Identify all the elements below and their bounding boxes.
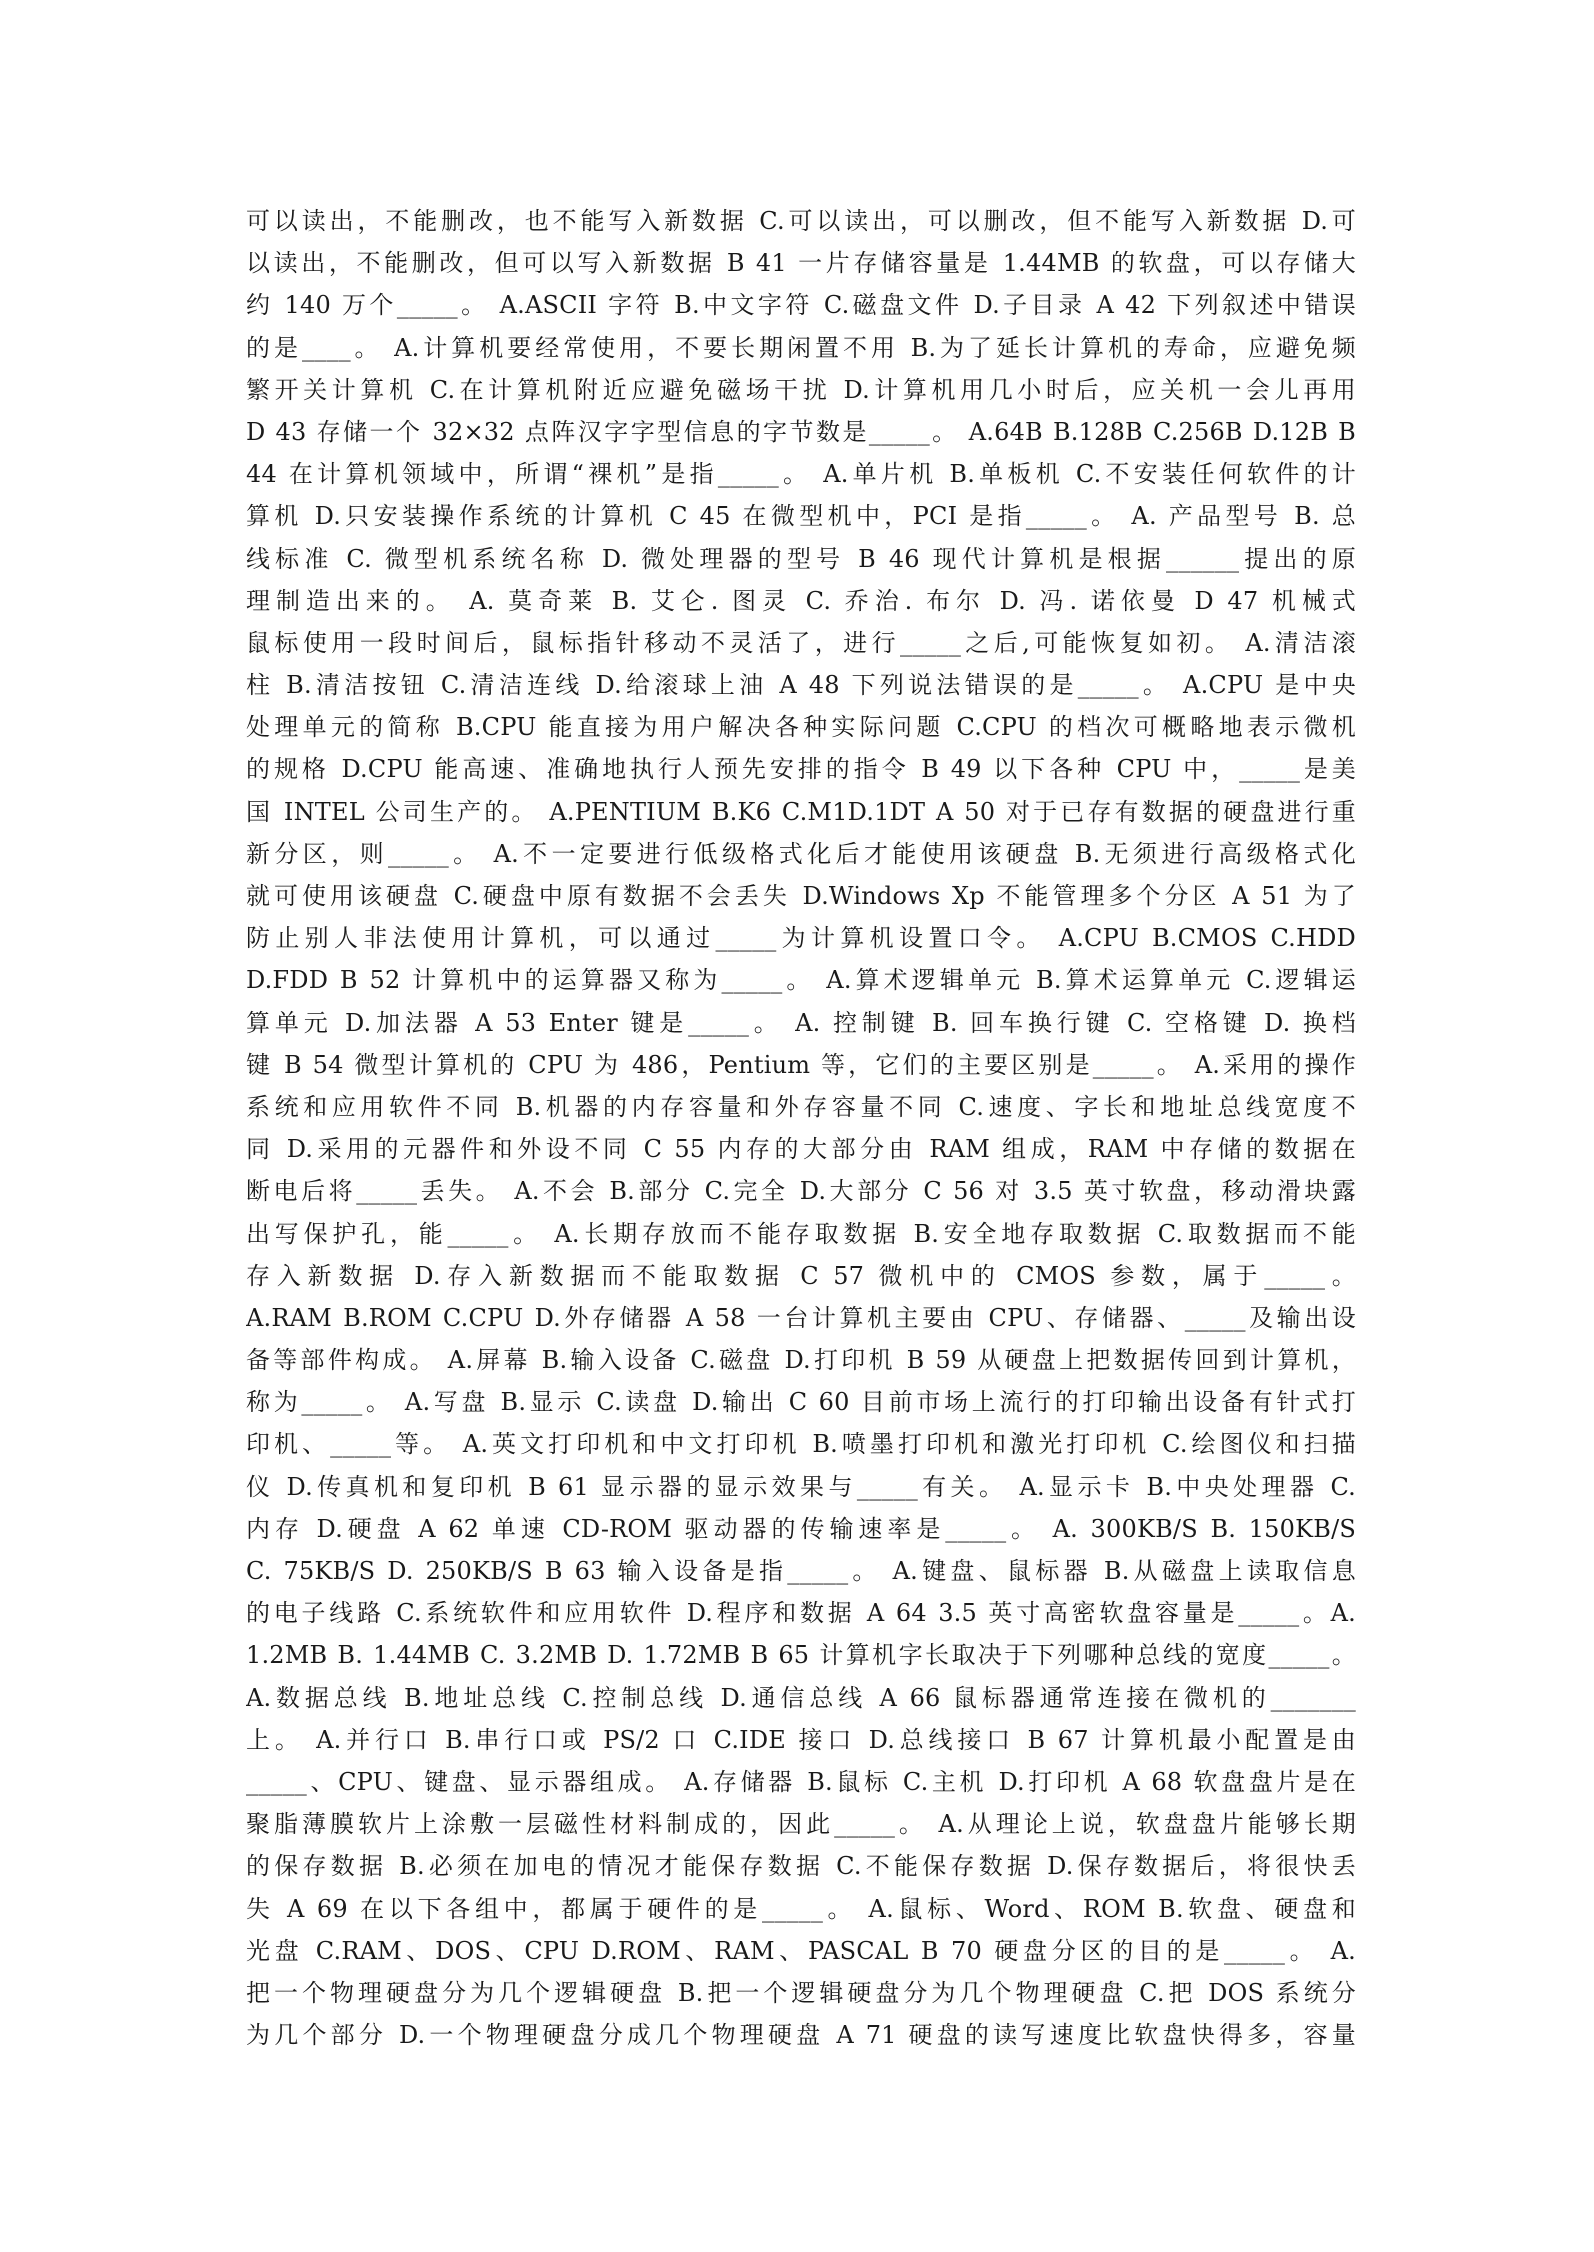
text-line: 国 INTEL 公司生产的。 A.PENTIUM B.K6 C.M1D.1DT A 50 对于已存有数据的硬盘进行重	[246, 797, 1356, 826]
text-line: A.数据总线 B.地址总线 C.控制总线 D.通信总线 A 66 鼠标器通常连接在微机的_______	[246, 1683, 1356, 1712]
text-line: 44 在计算机领域中，所谓“裸机”是指_____。 A.单片机 B.单板机 C.不安装任何软件的计	[246, 460, 1356, 489]
text-line: 的电子线路 C.系统软件和应用软件 D.程序和数据 A 64 3.5 英寸高密软盘容量是_____。A.	[246, 1599, 1356, 1628]
text-line: 键 B 54 微型计算机的 CPU 为 486，Pentium 等，它们的主要区别是_____。 A.采用的操作	[246, 1050, 1356, 1079]
text-line: 断电后将_____丢失。 A.不会 B.部分 C.完全 D.大部分 C 56 对 3.5 英寸软盘，移动滑块露	[246, 1177, 1356, 1206]
text-line: 理制造出来的。 A. 莫奇莱 B. 艾仑. 图灵 C. 乔治. 布尔 D. 冯. 诺依曼 D 47 机械式	[246, 586, 1356, 615]
text-line: 繁开关计算机 C.在计算机附近应避免磁场干扰 D.计算机用几小时后，应关机一会儿再用	[246, 375, 1356, 404]
text-line: 上。 A.并行口 B.串行口或 PS/2 口 C.IDE 接口 D.总线接口 B 67 计算机最小配置是由	[246, 1725, 1356, 1754]
text-line: 就可使用该硬盘 C.硬盘中原有数据不会丢失 D.Windows Xp 不能管理多个分区 A 51 为了	[246, 882, 1356, 910]
text-line: 鼠标使用一段时间后，鼠标指针移动不灵活了，进行_____之后,可能恢复如初。 A.清洁滚	[246, 628, 1356, 657]
text-line: C. 75KB/S D. 250KB/S B 63 输入设备是指_____。 A.键盘、鼠标器 B.从磁盘上读取信息	[246, 1557, 1356, 1585]
text-line: 存入新数据 D.存入新数据而不能取数据 C 57 微机中的 CMOS 参数，属于_____。	[246, 1261, 1356, 1290]
text-line: 处理单元的简称 B.CPU 能直接为用户解决各种实际问题 C.CPU 的档次可概略地表示微机	[246, 713, 1356, 742]
text-line: 备等部件构成。 A.屏幕 B.输入设备 C.磁盘 D.打印机 B 59 从硬盘上把数据传回到计算机，	[246, 1346, 1356, 1375]
text-line: 印机、_____等。 A.英文打印机和中文打印机 B.喷墨打印机和激光打印机 C.绘图仪和扫描	[246, 1430, 1356, 1459]
text-line: 1.2MB B. 1.44MB C. 3.2MB D. 1.72MB B 65 计算机字长取决于下列哪种总线的宽度_____。	[246, 1641, 1356, 1670]
text-line: 防止别人非法使用计算机，可以通过_____为计算机设置口令。 A.CPU B.CMOS C.HDD	[246, 924, 1356, 953]
text-line: 约 140 万个_____。 A.ASCII 字符 B.中文字符 C.磁盘文件 D.子目录 A 42 下列叙述中错误	[246, 291, 1356, 320]
text-line: 新分区，则_____。 A.不一定要进行低级格式化后才能使用该硬盘 B.无须进行高级格式化	[246, 839, 1356, 868]
text-line: 同 D.采用的元器件和外设不同 C 55 内存的大部分由 RAM 组成，RAM 中存储的数据在	[246, 1135, 1356, 1164]
text-line: 线标准 C. 微型机系统名称 D. 微处理器的型号 B 46 现代计算机是根据______提出的原	[246, 544, 1356, 573]
text-line: 称为_____。 A.写盘 B.显示 C.读盘 D.输出 C 60 目前市场上流行的打印输出设备有针式打	[246, 1388, 1356, 1417]
text-line: 失 A 69 在以下各组中，都属于硬件的是_____。 A.鼠标、Word、ROM B.软盘、硬盘和	[246, 1894, 1356, 1923]
text-line: 可以读出，不能删改，也不能写入新数据 C.可以读出，可以删改，但不能写入新数据 D.可	[246, 207, 1356, 235]
text-line: 出写保护孔，能_____。 A.长期存放而不能存取数据 B.安全地存取数据 C.取数据而不能	[246, 1219, 1356, 1248]
text-line: A.RAM B.ROM C.CPU D.外存储器 A 58 一台计算机主要由 CPU、存储器、_____及输出设	[246, 1303, 1356, 1332]
text-line: _____、CPU、键盘、显示器组成。 A.存储器 B.鼠标 C.主机 D.打印机 A 68 软盘盘片是在	[246, 1767, 1356, 1796]
text-line: 把一个物理硬盘分为几个逻辑硬盘 B.把一个逻辑硬盘分为几个物理硬盘 C.把 DOS 系统分	[246, 1978, 1356, 2007]
text-line: 仪 D.传真机和复印机 B 61 显示器的显示效果与_____有关。 A.显示卡 B.中央处理器 C.	[246, 1472, 1356, 1501]
body-text	[246, 200, 1356, 2056]
text-line: 光盘 C.RAM、DOS、CPU D.ROM、RAM、PASCAL B 70 硬盘分区的目的是_____。 A.	[246, 1936, 1356, 1965]
text-line: 以读出，不能删改，但可以写入新数据 B 41 一片存储容量是 1.44MB 的软盘，可以存储大	[246, 249, 1356, 278]
text-line: 算机 D.只安装操作系统的计算机 C 45 在微型机中，PCI 是指_____。 A. 产品型号 B. 总	[246, 502, 1356, 531]
text-line: 聚脂薄膜软片上涂敷一层磁性材料制成的，因此_____。 A.从理论上说，软盘盘片能够长期	[246, 1810, 1356, 1839]
text-line: D 43 存储一个 32×32 点阵汉字字型信息的字节数是_____。 A.64B B.128B C.256B D.12B B	[246, 417, 1356, 446]
text-line: 的是____。 A.计算机要经常使用，不要长期闲置不用 B.为了延长计算机的寿命，应避免频	[246, 333, 1356, 362]
text-line: D.FDD B 52 计算机中的运算器又称为_____。 A.算术逻辑单元 B.算术运算单元 C.逻辑运	[246, 966, 1356, 995]
text-line: 的保存数据 B.必须在加电的情况才能保存数据 C.不能保存数据 D.保存数据后，将很快丢	[246, 1852, 1356, 1881]
text-line: 柱 B.清洁按钮 C.清洁连线 D.给滚球上油 A 48 下列说法错误的是_____。 A.CPU 是中央	[246, 671, 1356, 700]
text-line: 内存 D.硬盘 A 62 单速 CD-ROM 驱动器的传输速率是_____。 A. 300KB/S B. 150KB/S	[246, 1514, 1356, 1543]
text-line: 算单元 D.加法器 A 53 Enter 键是_____。 A. 控制键 B. 回车换行键 C. 空格键 D. 换档	[246, 1008, 1356, 1037]
text-line: 系统和应用软件不同 B.机器的内存容量和外存容量不同 C.速度、字长和地址总线宽度不	[246, 1092, 1356, 1121]
text-line: 为几个部分 D.一个物理硬盘分成几个物理硬盘 A 71 硬盘的读写速度比软盘快得多，容量	[246, 2021, 1356, 2050]
text-line: 的规格 D.CPU 能高速、准确地执行人预先安排的指令 B 49 以下各种 CPU 中，_____是美	[246, 755, 1356, 784]
